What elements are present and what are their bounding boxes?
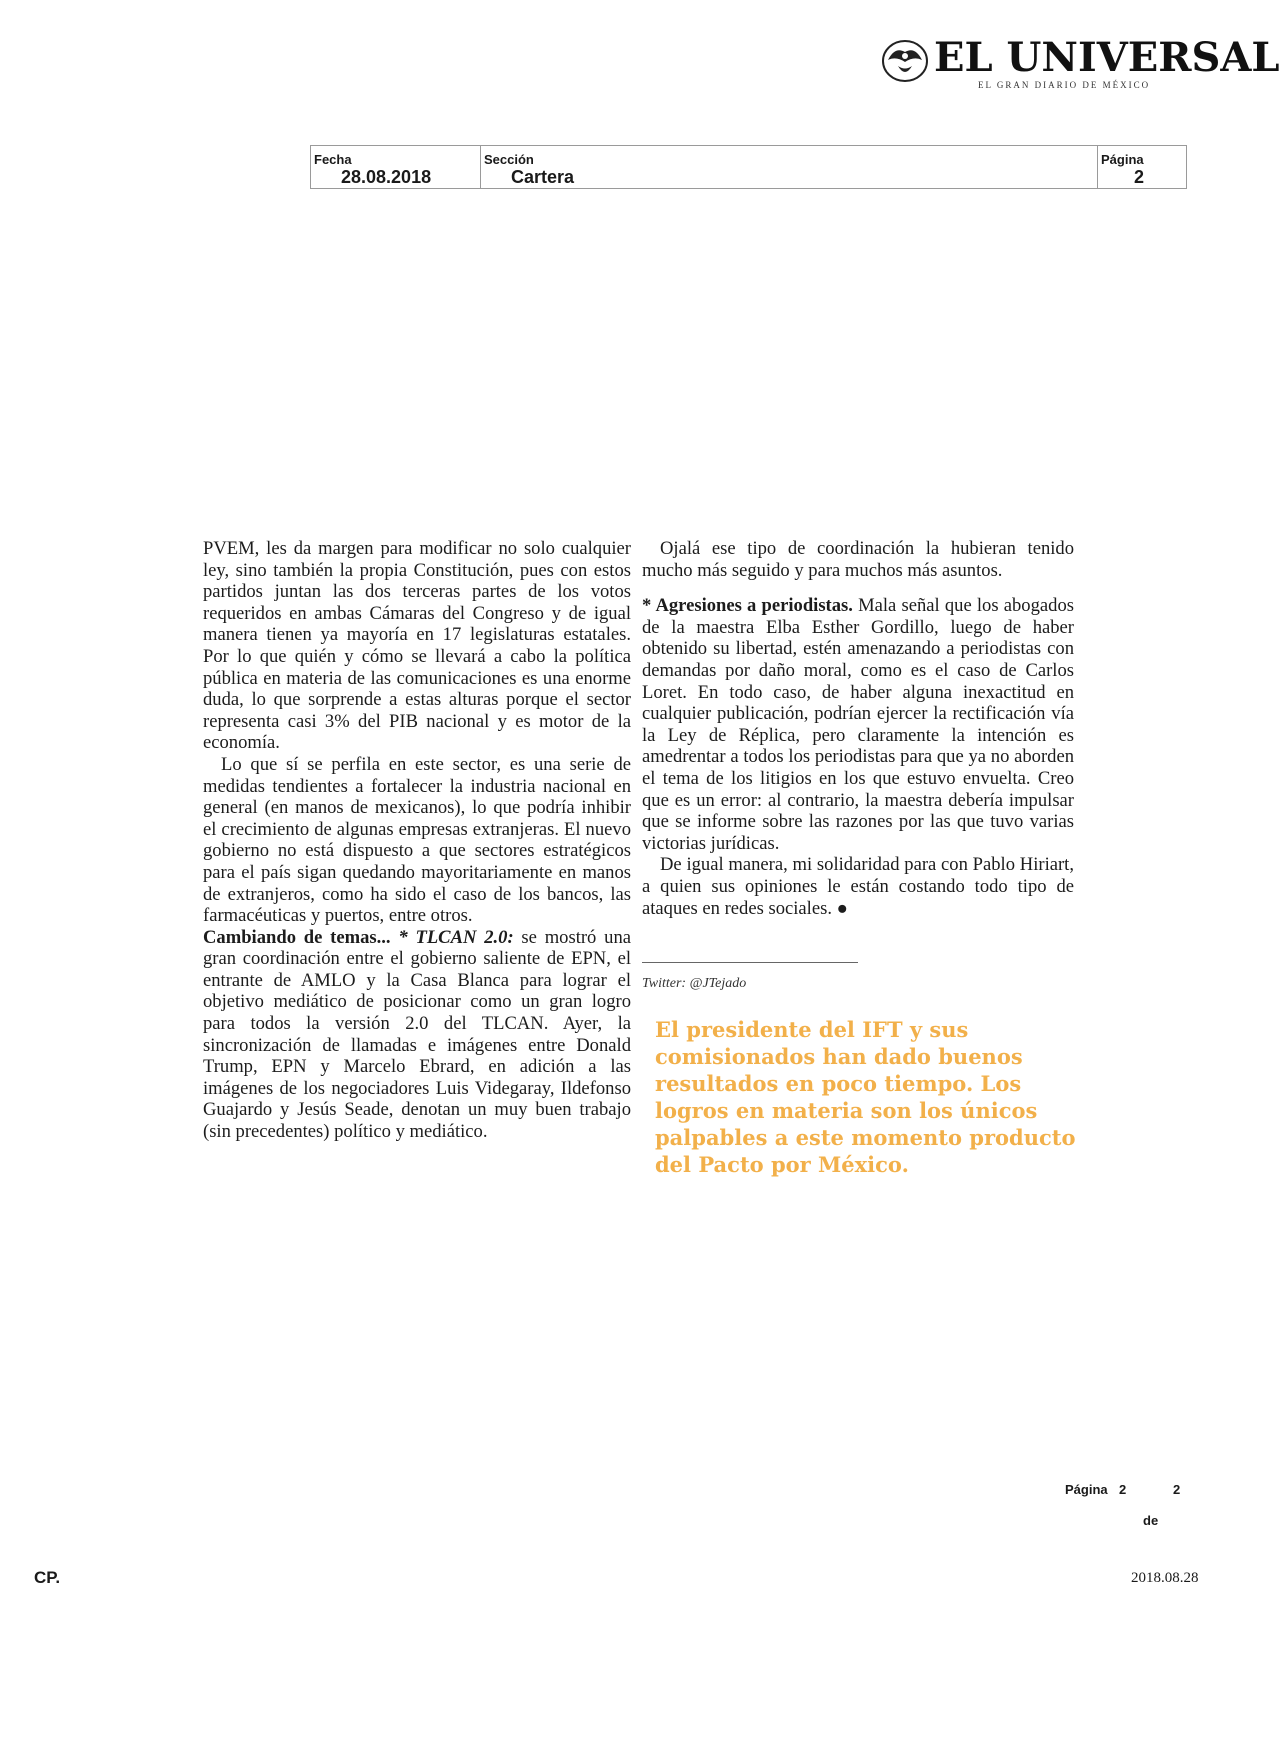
footer-date: 2018.08.28 [1131, 1570, 1199, 1586]
footer-page-total: 2 [1173, 1482, 1181, 1497]
paragraph-body: De igual manera, mi solidaridad para con Pablo Hiriart, a quien sus opiniones le están costando todo tipo de ataques en redes sociales. [642, 854, 1074, 919]
pagina-value: 2 [1134, 167, 1145, 187]
footer-cp: CP. [34, 1568, 61, 1587]
article-paragraph: PVEM, les da margen para modificar no solo cualquier ley, sino también la propia Constitución, pues con estos partidos juntan las dos terceras partes de los votos requeridos en ambas Cámaras del Congreso y de igual manera tienen ya mayoría en 17 legislaturas estatales. Por lo que quién y cómo se llevará a cabo la política pública en materia de las comunicaciones es una enorme duda, lo que sorprende a estas alturas porque el sector representa casi 3% del PIB nacional y es motor de la economía. [203, 538, 631, 754]
article-paragraph [203, 927, 631, 1143]
byline-rule [642, 962, 858, 963]
paragraph-body: se mostró una gran coordinación entre el gobierno saliente de EPN, el entrante de AMLO y la Casa Blanca para lograr el objetivo mediático de posicionar como un gran logro para todos la versión 2.0 del TLCAN. Ayer, la sincronización de llamadas e imágenes entre Donald Trump, EPN y Marcelo Ebrard, en adición a las imágenes de los negociadores Luis Videgaray, Ildefonso Guajardo y Jesús Seade, denotan un muy buen trabajo (sin precedentes) político y mediático. [203, 926, 631, 1143]
end-mark: ● [832, 897, 848, 919]
footer-pagina-label: Página [1065, 1482, 1108, 1497]
eagle-seal-icon [880, 38, 930, 84]
masthead-logo [874, 34, 1280, 94]
article-right-column [642, 538, 1074, 919]
article-paragraph [642, 854, 1074, 919]
section-kicker: * TLCAN 2.0: [398, 926, 514, 948]
paragraph-body: Mala señal que los abogados de la maestra Elba Esther Gordillo, luego de haber obtenido su libertad, estén amenazando a periodistas con demandas por daño moral, como es el caso de Carlos Loret. En todo caso, de haber alguna inexactitud en cualquier publicación, podrían ejercer la rectificación vía la Ley de Réplica, pero claramente la intención es amedrentar a todos los periodistas para que ya no aborden el tema de los litigios en los que estuvo envuelta. Creo que es un error: al contrario, la maestra debería impulsar que se informe sobre las razones por las que tuvo varias victorias jurídicas. [642, 595, 1074, 854]
meta-table [310, 145, 1187, 189]
fecha-label: Fecha [314, 152, 352, 167]
footer-page-current: 2 [1119, 1482, 1127, 1497]
masthead-tagline: EL GRAN DIARIO DE MÉXICO [978, 80, 1151, 90]
seccion-value: Cartera [511, 167, 575, 187]
pagina-cell [1097, 146, 1186, 188]
article-paragraph [642, 595, 1074, 854]
masthead-name: EL UNIVERSAL [934, 34, 1280, 81]
fecha-value: 28.08.2018 [341, 167, 432, 187]
article-paragraph: Lo que sí se perfila en este sector, es una serie de medidas tendientes a fortalecer la industria nacional en general (en manos de mexicanos), lo que podría inhibir el crecimiento de algunas empresas extranjeras. El nuevo gobierno no está dispuesto a que sectores estratégicos para el país sigan quedando mayoritariamente en manos de extranjeros, como ha sido el caso de los bancos, las farmacéuticas y puertos, entre otros. [203, 753, 631, 927]
fecha-cell [311, 146, 480, 188]
pull-quote: El presidente del IFT y sus comisionados han dado buenos resultados en poco tiempo. Los logros en materia son los únicos palpables a este momento producto del Pacto por México. [655, 1017, 1076, 1177]
seccion-label: Sección [484, 152, 534, 167]
article-left-column [203, 538, 631, 1143]
seccion-cell [480, 146, 1097, 188]
section-lead: * Agresiones a periodistas. [642, 595, 853, 617]
section-lead: Cambiando de temas... [203, 926, 399, 948]
pagina-label: Página [1101, 152, 1144, 167]
footer-de-label: de [1143, 1513, 1159, 1528]
twitter-handle: Twitter: @JTejado [642, 976, 747, 991]
article-paragraph: Ojalá ese tipo de coordinación la hubieran tenido mucho más seguido y para muchos más asuntos. [642, 538, 1074, 581]
